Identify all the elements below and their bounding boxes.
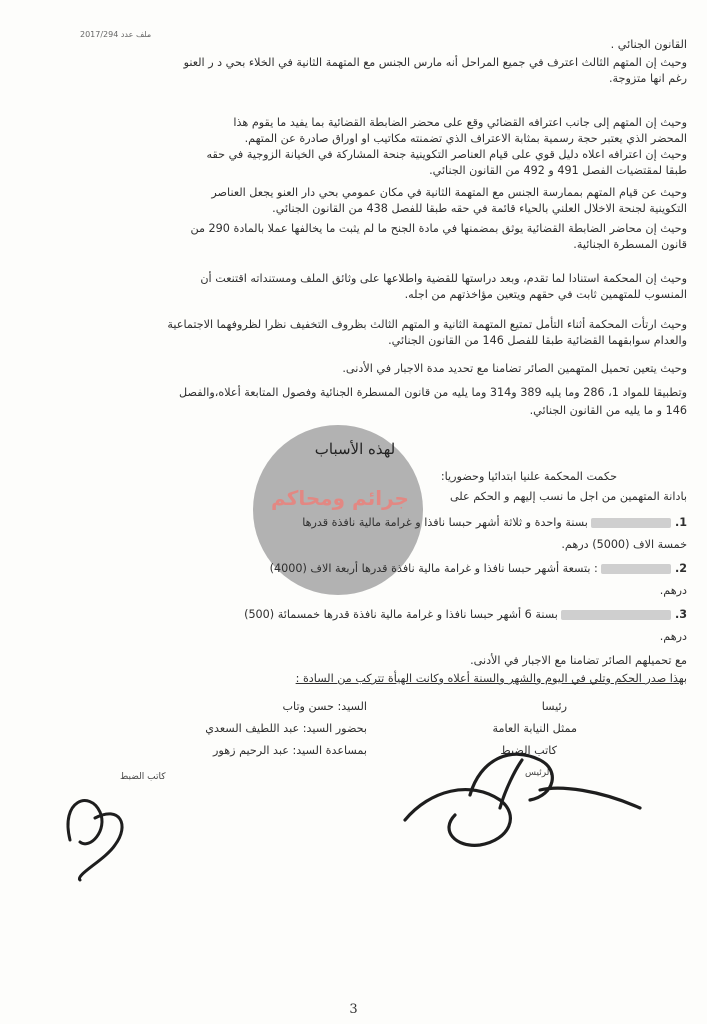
sentence-number: 1.	[674, 516, 687, 529]
verdict-intro: بادانة المتهمين من اجل ما نسب إليهم و الحكم على	[449, 490, 687, 503]
body-line: وحيث إن المتهم إلى جانب اعترافه القضائي وقع على محضر الضابطة القضائية بما يفيد ما يقوم هذا	[233, 116, 687, 129]
sentence-cont: درهم.	[659, 630, 687, 643]
panel-role: ممثل النيابة العامة	[492, 722, 577, 735]
watermark-text: جرائم ومحاكم	[271, 486, 409, 510]
body-line: المحضر الذي يعتبر حجة رسمية بمثابة الاعتراف الذي تضمنته مكاتيب او اوراق صادرة عن المتهم.	[244, 132, 687, 145]
body-line: وحيث إن اعترافه اعلاه دليل قوي على قيام العناصر التكوينية جنحة المشاركة في الخيانة الزوجية في حقه	[206, 148, 687, 161]
sentence-cont: خمسة الاف (5000) درهم.	[561, 538, 687, 551]
page-number: 3	[349, 1002, 358, 1017]
sentence-cont: درهم.	[659, 584, 687, 597]
sentence-text: بسنة 6 أشهر حبسا نافذا و غرامة مالية نافذة قدرها خمسمائة (500)	[244, 608, 558, 621]
clerk-label: كاتب الضبط	[120, 772, 166, 782]
body-line: التكوينية لجنحة الاخلال العلني بالحياء قائمة في حقه طبقا للفصل 438 من القانون الجنائي.	[272, 202, 687, 215]
clerk-signature	[68, 801, 122, 880]
body-line: رغم انها متزوجة.	[608, 72, 687, 85]
panel-member: بحضور السيد: عبد اللطيف السعدي	[205, 722, 367, 735]
president-signature	[405, 754, 640, 845]
president-label: الرئيس	[525, 768, 552, 778]
body-line: وحيث إن المحكمة استنادا لما تقدم، وبعد دراستها للقضية واطلاعها على وثائق الملف ومستنداته اقتنعت أن	[200, 272, 687, 285]
file-reference: ملف عدد 2017/294	[80, 30, 152, 39]
body-line: وحيث إن المتهم الثالث اعترف في جميع المراحل أنه مارس الجنس مع المتهمة الثانية في الخلاء بحي د ر العنو	[183, 56, 687, 69]
body-line: 146 و ما يليه من القانون الجنائي.	[529, 404, 687, 417]
body-line: وتطبيقا للمواد 1، 286 وما يليه 389 و314 وما يليه من قانون المسطرة الجنائية وفصول المتابعة أعلاه،والفصل	[179, 386, 687, 399]
panel-role: كاتب الضبط	[500, 744, 557, 757]
body-line: المنسوب للمتهمين ثابت في حقهم ويتعين مؤاخذتهم من اجله.	[404, 288, 687, 301]
sentence-text: : بتسعة أشهر حبسا نافذا و غرامة مالية نافذة قدرها أربعة الاف (4000)	[269, 562, 598, 575]
body-line: طبقا لمقتضيات الفصل 491 و 492 من القانون الجنائي.	[429, 164, 687, 177]
sentence-number: 3.	[674, 608, 687, 621]
body-line: وحيث يتعين تحميل المتهمين الصائر تضامنا مع تحديد مدة الاجبار في الأدنى.	[342, 362, 687, 375]
sentence-number: 2.	[674, 562, 687, 575]
panel-member: السيد: حسن وتاب	[282, 700, 367, 713]
body-line: قانون المسطرة الجنائية.	[573, 238, 687, 251]
closing-line: بهذا صدر الحكم وتلي في اليوم والشهر والسنة أعلاه وكانت الهيأة تتركب من السادة :	[295, 672, 687, 685]
closing-line: مع تحميلهم الصائر تضامنا مع الاجبار في الأدنى.	[470, 654, 687, 667]
sentence-text: بسنة واحدة و ثلاثة أشهر حبسا نافذا و غرامة مالية نافذة قدرها	[302, 516, 588, 529]
panel-role: رئيسا	[541, 700, 567, 713]
body-line: وحيث عن قيام المتهم بممارسة الجنس مع المتهمة الثانية في مكان عمومي بحي دار العنو يجعل العناصر	[211, 186, 687, 199]
verdict-intro: حكمت المحكمة علنيا ابتدائيا وحضوريا:	[440, 470, 617, 483]
body-line: وحيث إن محاضر الضابطة القضائية يوثق بمضمنها في مادة الجنح ما لم يثبت ما يخالفها عملا بالمادة 290 من	[190, 222, 687, 235]
body-line: القانون الجنائي .	[610, 38, 687, 51]
body-line: والعدام سوابقهما القضائية طبقا للفصل 146 من القانون الجنائي.	[388, 334, 687, 347]
section-heading: لهذه الأسباب	[314, 440, 396, 458]
body-line: وحيث ارتأت المحكمة أثناء التأمل تمتيع المتهمة الثانية و المتهم الثالث بظروف التخفيف نظرا لظروفهما الاجتماعية	[167, 318, 687, 331]
panel-member: بمساعدة السيد: عبد الرحيم زهور	[213, 744, 367, 757]
